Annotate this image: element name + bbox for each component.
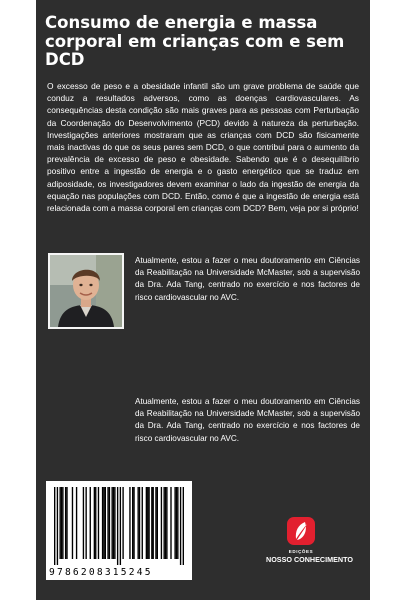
barcode-bar (94, 487, 95, 559)
back-cover (36, 0, 370, 600)
barcode-bar (133, 487, 134, 559)
barcode-bar (76, 487, 77, 559)
barcode-bar (142, 487, 143, 559)
barcode-bar (114, 487, 115, 559)
barcode-bar (120, 487, 121, 565)
barcode-bar (129, 487, 130, 559)
barcode-bar (161, 487, 162, 559)
barcode-bar (90, 487, 91, 559)
book-description: O excesso de peso e a obesidade infantil são um grave problema de saúde que conduz a resultados adversos, como as doenças cardiovasculares. As consequências desta condição são mais graves para as pessoas com Perturbação da Coordenação do Desenvolvimento (PCD) devido à natureza da perturbação. Investigações anteriores mostraram que as crianças com DCD são fisicamente mais inactivas do que os seus pares sem DCD, o que contribui para o aumento da prevalência de excesso de peso e obesidade. Sabendo que é o desequilíbrio positivo entre a ingestão de energia e o gasto energético que se traduz em adiposidade, os investigadores devem examinar o lado da ingestão de energia da equação nas populações com DCD. Então, como é que a ingestão de energia está relacionada com a massa corporal em crianças com DCD? Bem, veja por si próprio! (47, 81, 359, 214)
barcode-bar (57, 487, 58, 565)
barcode-bar (109, 487, 110, 559)
book-title: Consumo de energia e massa corporal em crianças com e sem DCD (45, 13, 345, 69)
barcode-bar (72, 487, 73, 559)
barcode-bar (163, 487, 164, 559)
barcode-bar (147, 487, 148, 559)
publisher-line1: EDIÇÕES (288, 549, 314, 554)
barcode-bar (148, 487, 149, 559)
barcode-bar (170, 487, 171, 559)
barcode-bar (62, 487, 63, 559)
barcode-bar (113, 487, 114, 559)
isbn-barcode (46, 481, 192, 580)
feather-icon (287, 517, 315, 545)
barcode-bar (66, 487, 67, 559)
barcode-bar (111, 487, 112, 559)
isbn-number: 9786208315245 (49, 567, 153, 578)
publisher-logo (287, 517, 315, 545)
barcode-bar (137, 487, 138, 559)
barcode-bar (146, 487, 147, 559)
barcode-bars (54, 487, 184, 565)
barcode-bar (122, 487, 123, 559)
barcode-bar (183, 487, 184, 565)
publisher-block (266, 517, 353, 564)
barcode-bar (174, 487, 175, 559)
barcode-bar (83, 487, 84, 559)
barcode-bar (180, 487, 181, 565)
barcode-bar (153, 487, 154, 559)
barcode-bar (102, 487, 103, 559)
barcode-bar (85, 487, 86, 559)
barcode-bar (95, 487, 96, 559)
barcode-bar (157, 487, 158, 559)
barcode-bar (155, 487, 156, 559)
barcode-bar (54, 487, 55, 565)
barcode-bar (132, 487, 133, 559)
barcode-bar (166, 487, 167, 559)
barcode-bar (61, 487, 62, 559)
barcode-bar (65, 487, 66, 559)
barcode-bar (59, 487, 60, 559)
barcode-bar (105, 487, 106, 559)
barcode-bar (98, 487, 99, 559)
barcode-bar (107, 487, 108, 559)
barcode-bar (103, 487, 104, 559)
barcode-bar (151, 487, 152, 559)
barcode-bar (176, 487, 177, 559)
barcode-bar (177, 487, 178, 559)
author-photo (48, 253, 124, 329)
publisher-name: NOSSO CONHECIMENTO (266, 555, 353, 564)
barcode-bar (165, 487, 166, 559)
barcode-bar (117, 487, 118, 565)
author-bio: Atualmente, estou a fazer o meu doutoramento em Ciências da Reabilitação na Universidade McMaster, sob a supervisão da Dra. Ada Tang, centrado no exercício e nos factores de risco cardiovascular no AVC. (135, 256, 360, 302)
author-bio-repeat: Atualmente, estou a fazer o meu doutoramento em Ciências da Reabilitação na Universidade McMaster, sob a supervisão da Dra. Ada Tang, centrado no exercício e nos factores de risco cardiovascular no AVC. (135, 397, 360, 443)
barcode-bar (139, 487, 140, 559)
